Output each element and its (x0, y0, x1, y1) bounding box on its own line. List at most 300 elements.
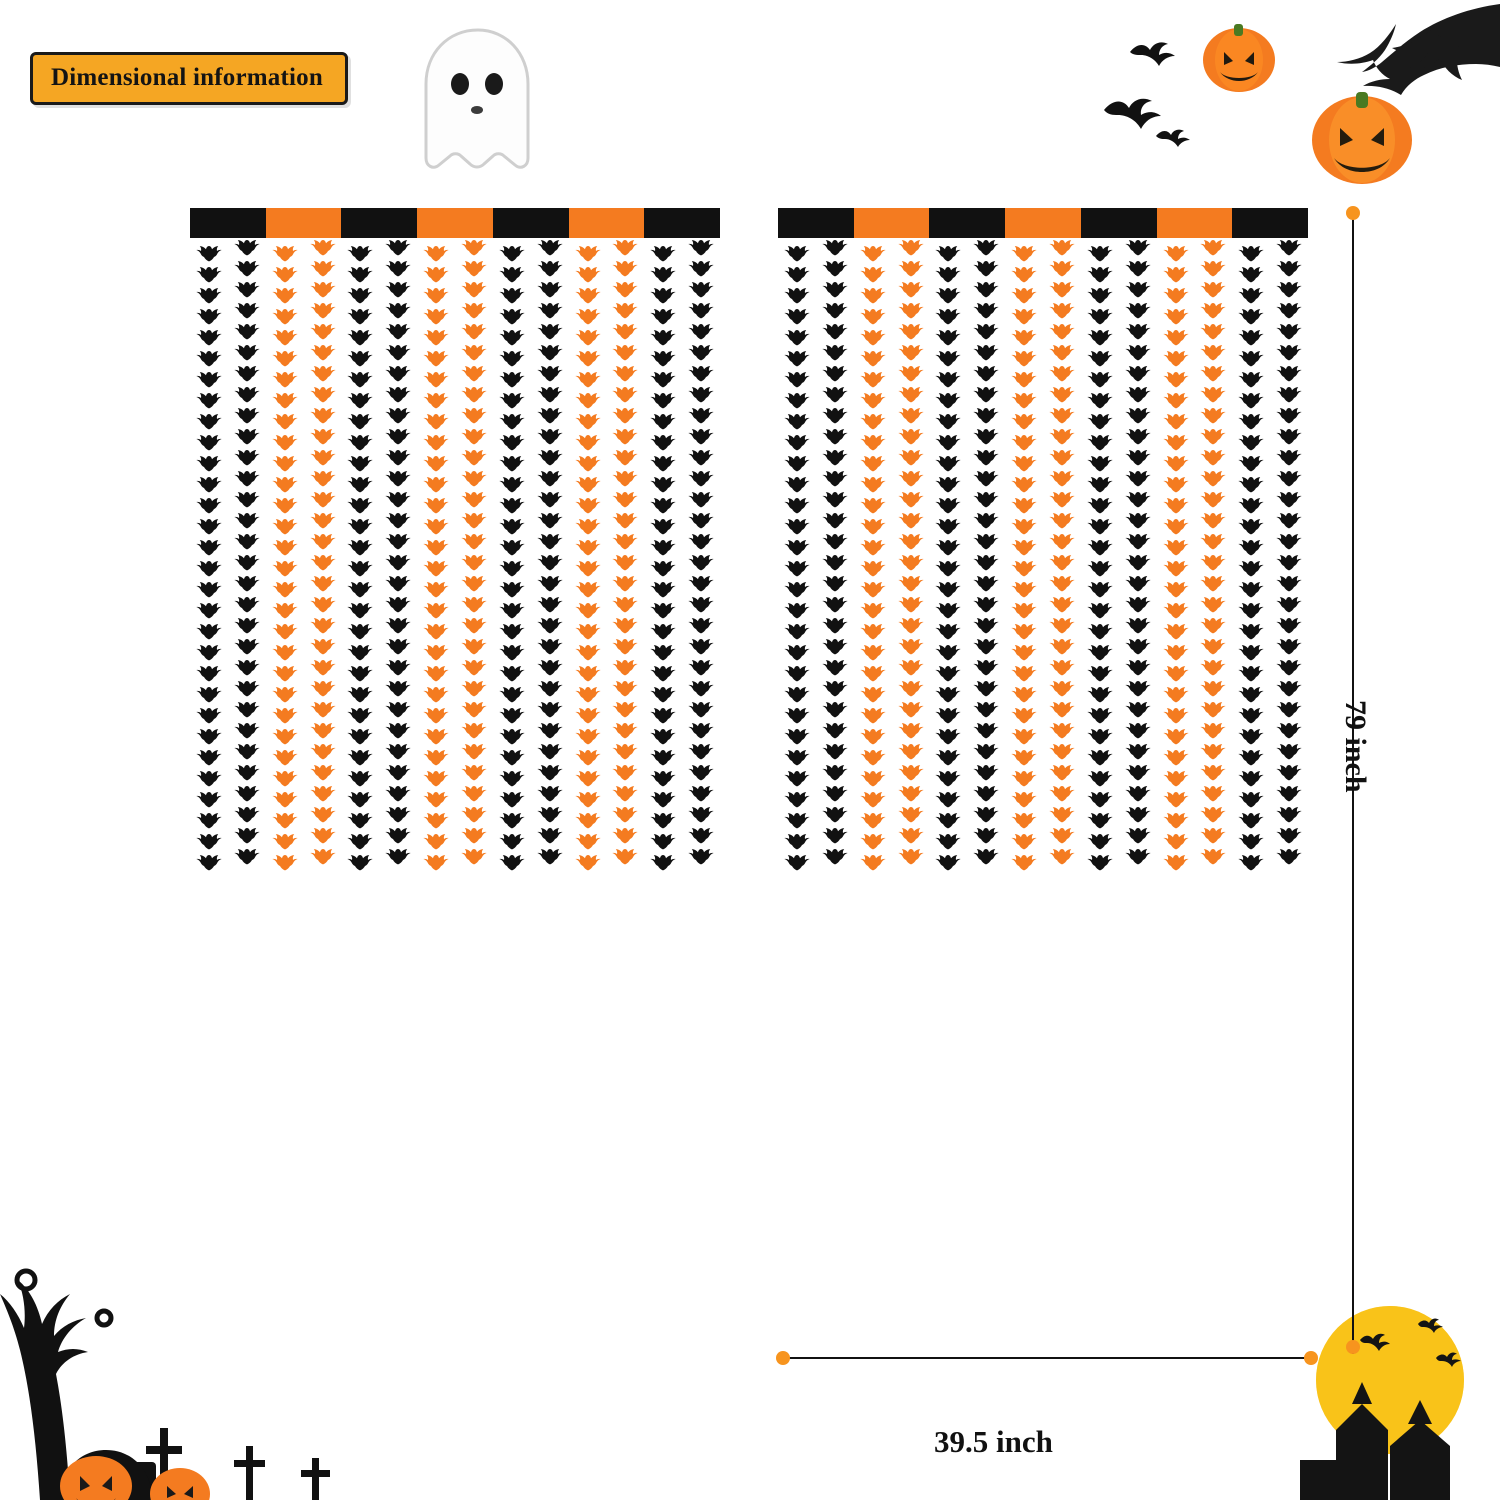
bat-icon (688, 553, 714, 575)
bat-icon (1200, 280, 1226, 302)
bat-icon (1087, 265, 1113, 287)
header-segment (569, 208, 645, 238)
bat-icon (1125, 595, 1151, 617)
bat-icon (234, 385, 260, 407)
bat-icon (234, 763, 260, 785)
header-segment (778, 208, 854, 238)
bat-icon (935, 769, 961, 791)
bat-icon (575, 748, 601, 770)
bat-icon (575, 853, 601, 875)
bat-icon (822, 700, 848, 722)
bat-icon (1011, 580, 1037, 602)
bat-icon (423, 244, 449, 266)
bat-icon (575, 265, 601, 287)
bat-icon (385, 616, 411, 638)
bat-icon (310, 742, 336, 764)
bat-icon (973, 826, 999, 848)
bat-icon (385, 805, 411, 827)
bat-icon (1087, 454, 1113, 476)
bat-icon (1163, 601, 1189, 623)
bat-icon (784, 748, 810, 770)
bat-icon (385, 658, 411, 680)
bat-icon (1011, 244, 1037, 266)
bat-icon (461, 448, 487, 470)
bat-icon (385, 574, 411, 596)
bat-icon (423, 790, 449, 812)
bat-icon (272, 748, 298, 770)
bat-icon (688, 595, 714, 617)
bat-icon (272, 496, 298, 518)
bat-icon (234, 742, 260, 764)
bat-icon (272, 244, 298, 266)
bat-icon (1163, 307, 1189, 329)
bat-icon (822, 763, 848, 785)
bat-icon (860, 790, 886, 812)
bat-icon (822, 301, 848, 323)
bat-icon (935, 496, 961, 518)
bat-icon (310, 721, 336, 743)
bat-icon (499, 622, 525, 644)
bat-icon (310, 322, 336, 344)
bat-icon (935, 538, 961, 560)
bat-icon (196, 286, 222, 308)
bat-icon (688, 490, 714, 512)
bat-icon (1200, 826, 1226, 848)
bat-icon (1049, 637, 1075, 659)
bat-icon (935, 664, 961, 686)
bat-icon (1163, 706, 1189, 728)
bat-icon (612, 805, 638, 827)
bat-icon (1087, 349, 1113, 371)
bat-icon (347, 706, 373, 728)
bat-icon (1125, 427, 1151, 449)
bat-icon (499, 265, 525, 287)
bat-icon (784, 580, 810, 602)
bat-icon (234, 448, 260, 470)
bat-icon (935, 601, 961, 623)
bat-strand (304, 238, 342, 874)
bat-icon (860, 832, 886, 854)
bat-icon (973, 574, 999, 596)
bat-icon (1049, 805, 1075, 827)
bat-icon (612, 847, 638, 869)
bat-icon (499, 244, 525, 266)
bat-icon (310, 259, 336, 281)
bat-icon (1200, 490, 1226, 512)
bat-icon (822, 511, 848, 533)
bat-icon (1163, 286, 1189, 308)
bat-strand (1081, 238, 1119, 874)
bat-icon (537, 784, 563, 806)
bat-icon (935, 475, 961, 497)
bat-icon (1200, 805, 1226, 827)
bat-icon (1087, 664, 1113, 686)
bat-icon (1276, 364, 1302, 386)
bat-icon (234, 322, 260, 344)
bat-icon (1049, 658, 1075, 680)
header-segment (190, 208, 266, 238)
bat-icon (1125, 658, 1151, 680)
bat-icon (1276, 763, 1302, 785)
bat-icon (1049, 826, 1075, 848)
bat-icon (537, 742, 563, 764)
bat-icon (272, 622, 298, 644)
bat-icon (310, 658, 336, 680)
bat-icon (898, 259, 924, 281)
bat-strand (816, 238, 854, 874)
bat-icon (499, 538, 525, 560)
bat-icon (461, 553, 487, 575)
bat-icon (1163, 475, 1189, 497)
bat-icon (1163, 853, 1189, 875)
bat-icon (1104, 99, 1161, 129)
bat-icon (1163, 265, 1189, 287)
bat-icon (234, 238, 260, 260)
bat-icon (1087, 790, 1113, 812)
bat-icon (822, 448, 848, 470)
bat-strand (606, 238, 644, 874)
bat-icon (385, 637, 411, 659)
bat-icon (822, 574, 848, 596)
bat-icon (347, 454, 373, 476)
bat-icon (650, 475, 676, 497)
bat-icon (784, 832, 810, 854)
bat-icon (272, 391, 298, 413)
bat-icon (499, 286, 525, 308)
bat-icon (1011, 685, 1037, 707)
bat-icon (1200, 721, 1226, 743)
bat-icon (575, 496, 601, 518)
bat-icon (499, 307, 525, 329)
bat-icon (612, 763, 638, 785)
bat-icon (196, 496, 222, 518)
bat-strand (892, 238, 930, 874)
bat-icon (1238, 622, 1264, 644)
width-dimension-left-marker (776, 1351, 790, 1365)
bat-icon (385, 679, 411, 701)
bat-icon (860, 685, 886, 707)
bat-icon (1087, 517, 1113, 539)
bat-icon (1200, 301, 1226, 323)
bat-icon (688, 700, 714, 722)
bat-icon (688, 742, 714, 764)
bat-icon (423, 811, 449, 833)
bat-strand (929, 238, 967, 874)
bat-icon (1276, 742, 1302, 764)
bat-icon (822, 784, 848, 806)
bat-icon (537, 385, 563, 407)
bat-icon (1276, 385, 1302, 407)
bat-icon (973, 742, 999, 764)
bat-icon (461, 343, 487, 365)
bat-icon (612, 238, 638, 260)
bat-icon (347, 832, 373, 854)
bat-icon (784, 454, 810, 476)
bat-icon (385, 763, 411, 785)
bat-icon (461, 406, 487, 428)
bat-icon (1011, 853, 1037, 875)
bat-icon (499, 643, 525, 665)
bat-icon (973, 238, 999, 260)
bat-icon (272, 769, 298, 791)
bat-icon (1276, 301, 1302, 323)
bat-icon (822, 259, 848, 281)
bat-icon (347, 370, 373, 392)
bat-icon (860, 559, 886, 581)
bat-icon (537, 616, 563, 638)
bat-icon (973, 553, 999, 575)
bat-icon (347, 811, 373, 833)
bat-icon (234, 826, 260, 848)
bat-icon (822, 553, 848, 575)
bat-icon (1125, 826, 1151, 848)
bat-icon (688, 259, 714, 281)
bat-icon (385, 385, 411, 407)
bat-icon (935, 853, 961, 875)
bat-icon (1125, 637, 1151, 659)
bat-icon (973, 490, 999, 512)
bat-icon (385, 343, 411, 365)
bat-icon (612, 448, 638, 470)
bat-strand (531, 238, 569, 874)
bat-icon (347, 391, 373, 413)
bat-icon (196, 727, 222, 749)
bat-icon (898, 238, 924, 260)
bat-icon (1011, 748, 1037, 770)
bat-icon (612, 301, 638, 323)
bat-icon (973, 784, 999, 806)
bat-icon (272, 601, 298, 623)
bat-icon (272, 559, 298, 581)
bat-icon (310, 385, 336, 407)
bat-icon (822, 490, 848, 512)
bat-icon (310, 679, 336, 701)
bat-icon (860, 580, 886, 602)
bat-icon (612, 721, 638, 743)
bat-icon (612, 553, 638, 575)
header-segment (417, 208, 493, 238)
bat-icon (234, 721, 260, 743)
bat-icon (1087, 370, 1113, 392)
bat-icon (423, 832, 449, 854)
bat-icon (234, 616, 260, 638)
bat-icon (196, 349, 222, 371)
bat-icon (1125, 343, 1151, 365)
bat-icon (461, 742, 487, 764)
bat-icon (898, 301, 924, 323)
bat-icon (423, 601, 449, 623)
bat-icon (688, 280, 714, 302)
bat-icon (575, 244, 601, 266)
bat-icon (1125, 469, 1151, 491)
bat-icon (688, 721, 714, 743)
bat-icon (650, 307, 676, 329)
bat-icon (898, 700, 924, 722)
bat-icon (650, 664, 676, 686)
bat-icon (310, 637, 336, 659)
bat-icon (423, 370, 449, 392)
bat-icon (499, 685, 525, 707)
bat-icon (688, 763, 714, 785)
bat-icon (499, 412, 525, 434)
bat-icon (898, 721, 924, 743)
bat-icon (196, 622, 222, 644)
bat-icon (1200, 553, 1226, 575)
bat-icon (1011, 601, 1037, 623)
bat-icon (1011, 832, 1037, 854)
width-dimension-label: 39.5 inch (934, 1424, 1053, 1459)
bat-icon (688, 238, 714, 260)
bat-icon (1238, 370, 1264, 392)
bat-icon (1049, 616, 1075, 638)
bat-icon (1163, 580, 1189, 602)
bat-icon (935, 286, 961, 308)
bat-icon (1163, 559, 1189, 581)
bat-icon (347, 349, 373, 371)
bat-icon (860, 433, 886, 455)
bat-icon (1200, 574, 1226, 596)
bat-icon (1011, 559, 1037, 581)
bat-icon (575, 706, 601, 728)
height-dimension-top-marker (1346, 206, 1360, 220)
bat-icon (1011, 811, 1037, 833)
bat-icon (537, 700, 563, 722)
pumpkin-icon (150, 1468, 210, 1500)
bat-icon (860, 244, 886, 266)
bat-icon (234, 637, 260, 659)
bat-icon (784, 790, 810, 812)
bat-icon (310, 511, 336, 533)
bat-icon (822, 637, 848, 659)
bat-icon (1049, 427, 1075, 449)
bat-icon (973, 637, 999, 659)
bat-icon (650, 349, 676, 371)
bat-icon (272, 328, 298, 350)
bat-icon (612, 511, 638, 533)
bat-icon (347, 580, 373, 602)
bat-icon (196, 664, 222, 686)
bat-icon (650, 685, 676, 707)
bat-icon (1163, 328, 1189, 350)
bat-icon (575, 727, 601, 749)
bat-icon (898, 511, 924, 533)
bat-icon (423, 664, 449, 686)
bat-icon (860, 286, 886, 308)
bat-icon (612, 700, 638, 722)
bat-icon (234, 343, 260, 365)
bat-icon (1238, 328, 1264, 350)
bat-icon (898, 427, 924, 449)
bat-icon (688, 784, 714, 806)
bat-icon (1276, 700, 1302, 722)
bat-icon (1200, 847, 1226, 869)
bat-icon (784, 643, 810, 665)
bat-icon (310, 490, 336, 512)
bat-icon (196, 748, 222, 770)
bat-icon (973, 301, 999, 323)
bat-icon (860, 328, 886, 350)
bat-icon (1049, 742, 1075, 764)
bat-icon (1087, 244, 1113, 266)
bat-icon (272, 433, 298, 455)
bat-icon (1200, 637, 1226, 659)
bat-icon (347, 643, 373, 665)
bat-icon (784, 853, 810, 875)
bat-icon (1276, 490, 1302, 512)
bat-icon (1011, 664, 1037, 686)
bat-strand (1232, 238, 1270, 874)
bat-icon (347, 496, 373, 518)
bat-icon (272, 412, 298, 434)
bat-icon (347, 433, 373, 455)
bat-icon (1163, 664, 1189, 686)
bat-icon (537, 721, 563, 743)
bat-icon (1011, 391, 1037, 413)
bat-icon (347, 664, 373, 686)
bat-icon (1156, 130, 1190, 147)
bat-icon (650, 433, 676, 455)
bat-icon (860, 622, 886, 644)
bat-icon (347, 685, 373, 707)
bat-icon (1163, 727, 1189, 749)
bat-icon (822, 826, 848, 848)
bat-icon (196, 391, 222, 413)
bat-icon (272, 727, 298, 749)
bat-icon (423, 433, 449, 455)
bat-icon (650, 391, 676, 413)
bat-icon (196, 601, 222, 623)
bat-icon (461, 826, 487, 848)
bat-icon (461, 532, 487, 554)
bat-icon (575, 643, 601, 665)
bat-icon (272, 538, 298, 560)
bat-icon (898, 637, 924, 659)
bat-icon (499, 349, 525, 371)
bat-icon (784, 727, 810, 749)
bat-icon (385, 322, 411, 344)
bat-icon (784, 706, 810, 728)
bat-icon (822, 679, 848, 701)
height-dimension-bottom-marker (1346, 1340, 1360, 1354)
bat-icon (347, 748, 373, 770)
bat-icon (196, 643, 222, 665)
bat-icon (860, 643, 886, 665)
bat-icon (537, 343, 563, 365)
bat-icon (499, 832, 525, 854)
bat-icon (650, 853, 676, 875)
bat-icon (423, 559, 449, 581)
bat-icon (784, 496, 810, 518)
bat-icon (1238, 559, 1264, 581)
bat-icon (1125, 847, 1151, 869)
bat-strand (379, 238, 417, 874)
bat-icon (822, 847, 848, 869)
bat-icon (1163, 454, 1189, 476)
bat-icon (461, 301, 487, 323)
bat-icon (499, 433, 525, 455)
bat-icon (310, 616, 336, 638)
panel-header-left (190, 208, 720, 238)
bat-icon (499, 748, 525, 770)
bat-icon (650, 706, 676, 728)
bat-icon (822, 364, 848, 386)
bat-icon (973, 448, 999, 470)
bat-icon (537, 511, 563, 533)
bat-icon (1163, 370, 1189, 392)
bat-icon (1125, 721, 1151, 743)
tree-branch-icon (1337, 4, 1500, 95)
bat-icon (898, 805, 924, 827)
